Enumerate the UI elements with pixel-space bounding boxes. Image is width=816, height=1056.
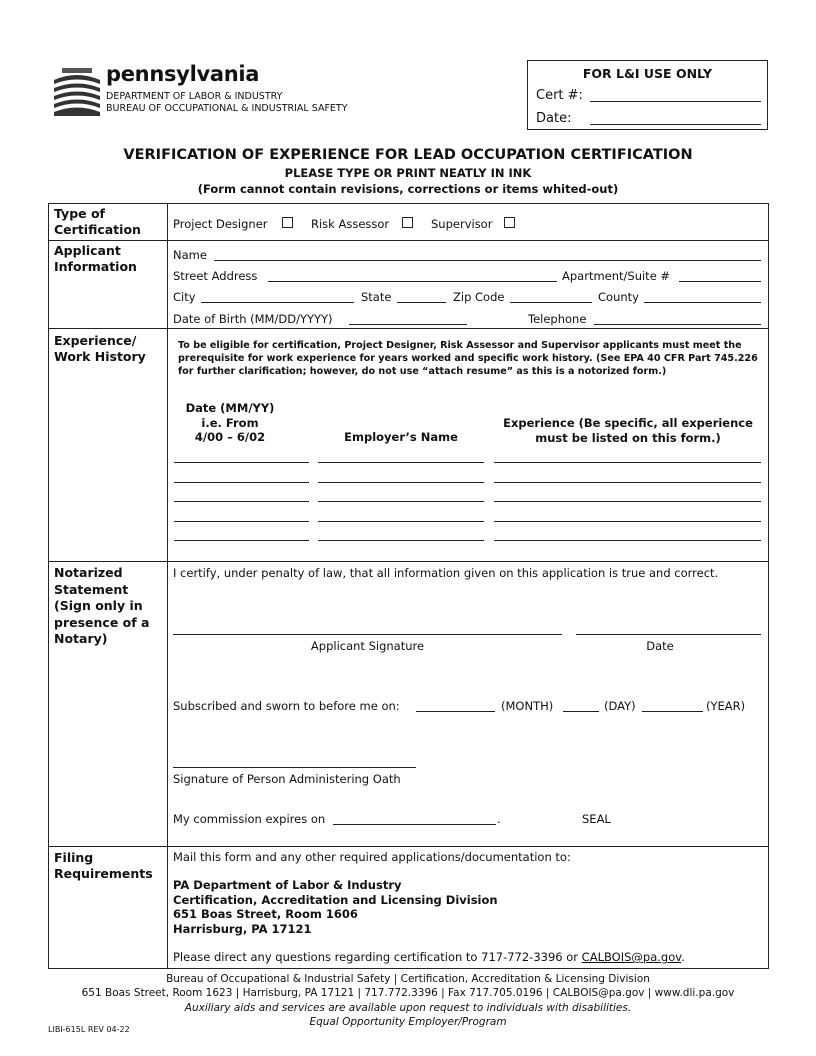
date-range-field[interactable] (174, 540, 309, 541)
notary-label-line: (Sign only in (54, 598, 143, 613)
type-label-line: Certification (54, 222, 141, 237)
option-supervisor-label: Supervisor (431, 217, 493, 231)
sworn-month-field[interactable] (416, 711, 495, 712)
project-designer-checkbox[interactable] (282, 217, 293, 228)
oath-signature-label: Signature of Person Administering Oath (173, 772, 401, 786)
mail-instructions: Mail this form and any other required applications/documentation to: (173, 850, 571, 864)
city-field[interactable] (201, 302, 354, 303)
county-field[interactable] (644, 302, 761, 303)
applicant-signature-label: Applicant Signature (310, 639, 425, 653)
address-line: Harrisburg, PA 17121 (173, 921, 312, 936)
table-divider (48, 846, 769, 847)
signature-date-field[interactable] (576, 634, 761, 635)
questions-line (173, 950, 685, 964)
address-line: 651 Boas Street, Room 1606 (173, 907, 358, 921)
street-field[interactable] (268, 281, 557, 282)
date-range-field[interactable] (174, 521, 309, 522)
city-label: City (173, 290, 196, 304)
applicant-label-line: Information (54, 259, 137, 274)
employer-column-header: Employer’s Name (344, 430, 458, 444)
table-border-top (48, 203, 769, 204)
experience-label-line: Experience/ (54, 333, 137, 348)
oath-signature-field[interactable] (173, 767, 416, 768)
name-label: Name (173, 248, 207, 262)
notary-label-line: Statement (54, 581, 129, 597)
risk-assessor-checkbox[interactable] (402, 217, 413, 228)
footer-line-2: 651 Boas Street, Room 1623 | Harrisburg, PA 17121 | 717.772.3396 | Fax 717.705.0196 | CALBOIS@pa.gov | www.dli.pa.gov (81, 987, 735, 999)
footer-line-3: Auxiliary aids and services are available upon request to individuals with disabilities. (184, 1002, 632, 1014)
form-title: VERIFICATION OF EXPERIENCE FOR LEAD OCCUPATION CERTIFICATION (123, 147, 693, 163)
date-column-header (174, 401, 286, 445)
filing-label-line: Requirements (54, 866, 153, 881)
notary-label-line: Notary) (54, 631, 108, 646)
commission-label: My commission expires on (173, 812, 326, 826)
table-divider (48, 561, 769, 562)
sworn-day-field[interactable] (563, 711, 599, 712)
filing-label-line: Filing (54, 850, 94, 865)
applicant-label (54, 243, 137, 275)
table-border-left (48, 203, 49, 969)
state-label: State (361, 290, 392, 304)
keystone-logo-icon (52, 66, 102, 118)
notary-label-line: presence of a (54, 614, 150, 630)
apartment-label: Apartment/Suite # (562, 269, 671, 283)
mailing-address (173, 878, 498, 936)
form-subtitle-1: PLEASE TYPE OR PRINT NEATLY IN INK (284, 166, 532, 180)
zip-label: Zip Code (453, 290, 505, 304)
notary-label-line: Notarized (54, 565, 123, 580)
employer-field[interactable] (318, 501, 484, 502)
experience-detail-field[interactable] (494, 540, 761, 541)
date-column-header-line: Date (MM/YY) (185, 401, 275, 415)
dept-line-2: BUREAU OF OCCUPATIONAL & INDUSTRIAL SAFETY (106, 103, 348, 114)
date-column-header-line: 4/00 – 6/02 (194, 430, 266, 444)
address-line: Certification, Accreditation and Licensing Division (173, 892, 498, 907)
year-label: (YEAR) (706, 699, 746, 713)
name-field[interactable] (214, 260, 761, 261)
contact-email-link[interactable]: CALBOIS@pa.gov (581, 950, 682, 964)
notary-label (54, 565, 149, 648)
commission-period: . (497, 812, 501, 826)
experience-column-header-line: must be listed on this form.) (535, 430, 721, 445)
type-label (54, 206, 141, 238)
experience-detail-field[interactable] (494, 521, 761, 522)
date-range-field[interactable] (174, 501, 309, 502)
month-label: (MONTH) (501, 699, 554, 713)
signature-date-label: Date (646, 639, 674, 653)
telephone-field[interactable] (594, 324, 761, 325)
office-date-field[interactable] (590, 124, 761, 125)
employer-field[interactable] (318, 521, 484, 522)
office-use-box (527, 60, 768, 130)
type-label-line: Type of (54, 206, 105, 221)
dob-label: Date of Birth (MM/DD/YYYY) (173, 312, 333, 326)
footer-line-4: Equal Opportunity Employer/Program (309, 1016, 507, 1028)
filing-label (54, 850, 153, 882)
experience-instructions: To be eligible for certification, Project Designer, Risk Assessor and Supervisor applicants must meet the prerequisite for work experience for years worked and specific work history. (See EPA 40 CFR Part 745.226 for further clarification; however, do not use “attach resume” as this is a notorized form.) (178, 340, 758, 377)
office-date-label: Date: (536, 111, 572, 126)
cert-number-field[interactable] (590, 101, 761, 102)
pa-logo (52, 64, 362, 120)
table-divider (48, 240, 769, 241)
table-border-right (768, 203, 769, 969)
sworn-label: Subscribed and sworn to before me on: (173, 699, 400, 713)
office-use-title: FOR L&I USE ONLY (582, 66, 713, 81)
applicant-signature-field[interactable] (173, 634, 562, 635)
date-column-header-line: i.e. From (201, 415, 259, 430)
table-column-divider (167, 203, 168, 969)
commission-expiry-field[interactable] (333, 824, 496, 825)
date-range-field[interactable] (174, 482, 309, 483)
experience-detail-field[interactable] (494, 462, 761, 463)
certify-statement: I certify, under penalty of law, that all information given on this application is true and correct. (173, 566, 719, 580)
questions-period: . (681, 950, 685, 964)
street-label: Street Address (173, 269, 258, 283)
experience-column-header (494, 416, 762, 445)
county-label: County (598, 290, 639, 304)
experience-column-header-line: Experience (Be specific, all experience (503, 416, 753, 430)
option-risk-assessor-label: Risk Assessor (311, 217, 390, 231)
employer-field[interactable] (318, 540, 484, 541)
seal-label: SEAL (582, 812, 611, 826)
date-range-field[interactable] (174, 462, 309, 463)
brand-name: pennsylvania (106, 62, 260, 86)
cert-number-label: Cert #: (536, 88, 583, 103)
option-project-designer-label: Project Designer (173, 217, 268, 231)
supervisor-checkbox[interactable] (504, 217, 515, 228)
day-label: (DAY) (604, 699, 636, 713)
form-code: LIBI-615L REV 04-22 (48, 1025, 130, 1034)
applicant-label-line: Applicant (54, 243, 121, 258)
table-border-bottom (48, 968, 769, 969)
experience-label-line: Work History (54, 349, 146, 364)
sworn-year-field[interactable] (642, 711, 703, 712)
experience-label (54, 333, 146, 365)
experience-detail-field[interactable] (494, 501, 761, 502)
questions-text: Please direct any questions regarding certification to 717-772-3396 or (173, 950, 579, 964)
apartment-field[interactable] (679, 281, 761, 282)
state-field[interactable] (397, 302, 446, 303)
footer-line-1: Bureau of Occupational & Industrial Safety | Certification, Accreditation & Licensing Division (166, 973, 650, 985)
employer-field[interactable] (318, 462, 484, 463)
dob-field[interactable] (349, 324, 467, 325)
table-divider (48, 328, 769, 329)
employer-field[interactable] (318, 482, 484, 483)
experience-detail-field[interactable] (494, 482, 761, 483)
telephone-label: Telephone (528, 312, 587, 326)
zip-field[interactable] (510, 302, 592, 303)
form-subtitle-2: (Form cannot contain revisions, corrections or items whited-out) (197, 182, 619, 196)
dept-line-1: DEPARTMENT OF LABOR & INDUSTRY (106, 91, 283, 102)
address-line: PA Department of Labor & Industry (173, 878, 402, 892)
